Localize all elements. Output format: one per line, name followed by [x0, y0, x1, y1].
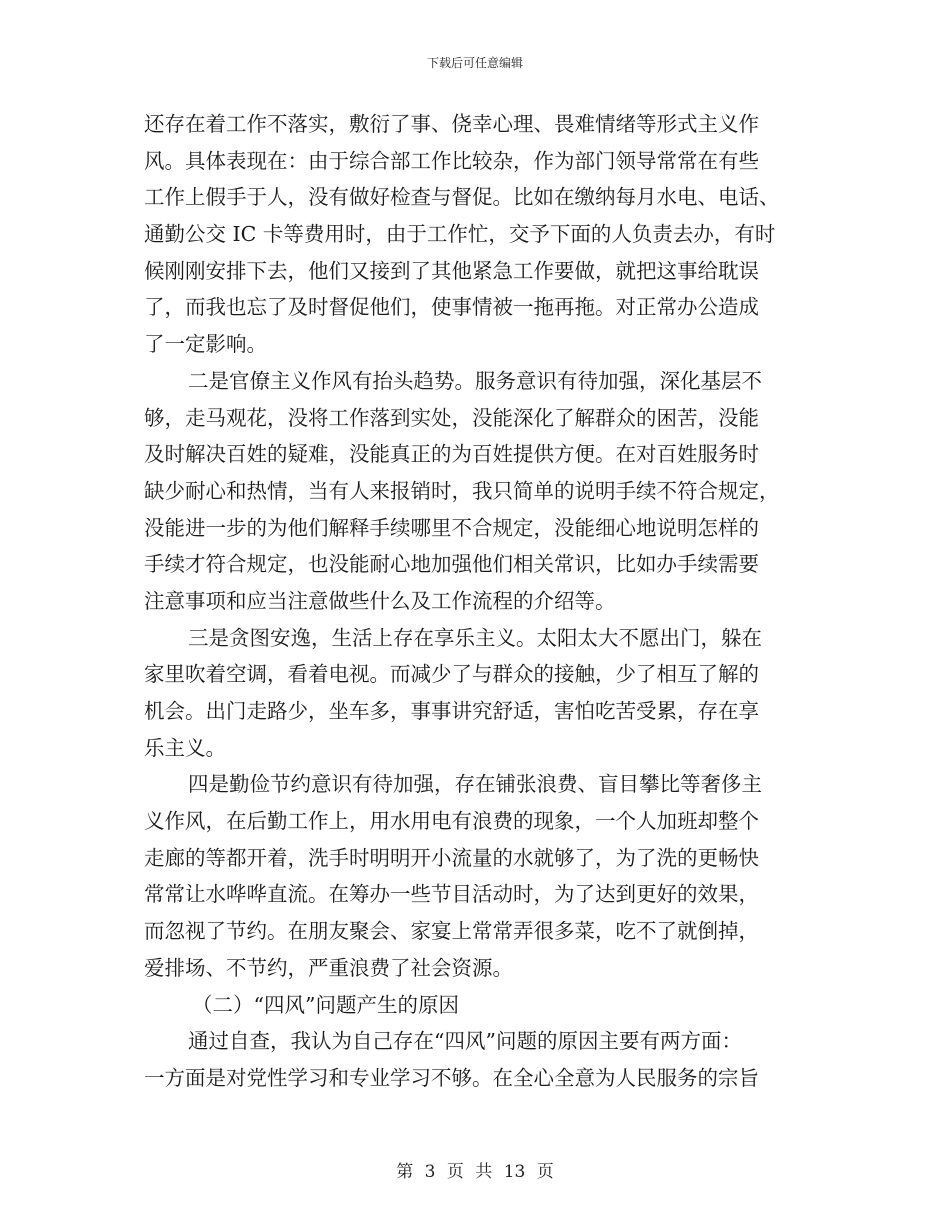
body-line-10: 及时解决百姓的疑难，没能真正的为百姓提供方便。在对百姓服务时 — [144, 442, 759, 467]
paragraph-2-start: 二是官僚主义作风有抬头趋势。服务意识有待加强，深化基层不 — [188, 368, 762, 393]
body-line-27: 一方面是对党性学习和专业学习不够。在全心全意为人民服务的宗旨 — [144, 1065, 759, 1090]
body-line-20: 义作风，在后勤工作上，用水用电有浪费的现象，一个人加班却整个 — [144, 809, 759, 834]
body-line-2: 风。具体表现在：由于综合部工作比较杂，作为部门领导常常在有些 — [144, 148, 759, 173]
paragraph-5-start: 通过自查，我认为自己存在“四风”问题的原因主要有两方面： — [188, 1029, 742, 1054]
page-footer: 第 3 页 共 13 页 — [396, 1162, 554, 1182]
body-line-3: 工作上假手于人，没有做好检查与督促。比如在缴纳每月水电、电话、 — [144, 185, 780, 210]
body-line-17: 机会。出门走路少，坐车多，事事讲究舒适，害怕吃苦受累，存在享 — [144, 699, 759, 723]
body-line-9: 够，走马观花，没将工作落到实处，没能深化了解群众的困苦，没能 — [144, 405, 759, 430]
document-body — [144, 106, 806, 1097]
body-line-12: 没能进一步的为他们解释手续哪里不合规定，没能细心地说明怎样的 — [144, 515, 759, 540]
body-line-1: 还存在着工作不落实，敷衍了事、侥幸心理、畏难情绪等形式主义作 — [144, 112, 759, 136]
body-line-24: 爱排场、不节约，严重浪费了社会资源。 — [144, 955, 513, 980]
body-line-18: 乐主义。 — [144, 735, 226, 760]
body-line-4: 通勤公交 IC 卡等费用时，由于工作忙，交予下面的人负责去办，有时 — [144, 222, 776, 247]
body-line-14: 注意事项和应当注意做些什么及工作流程的介绍等。 — [144, 588, 616, 613]
paragraph-4-start: 四是勤俭节约意识有待加强，存在铺张浪费、盲目攀比等奢侈主 — [188, 772, 762, 797]
body-line-7: 了一定影响。 — [144, 332, 267, 357]
body-line-22: 常常让水哗哗直流。在筹办一些节目活动时，为了达到更好的效果， — [144, 882, 759, 907]
body-line-6: 了，而我也忘了及时督促他们，使事情被一拖再拖。对正常办公造成 — [144, 295, 759, 320]
paragraph-3-start: 三是贪图安逸，生活上存在享乐主义。太阳太大不愿出门，躲在 — [188, 625, 762, 650]
page-header: 下载后可任意编辑 — [426, 56, 523, 70]
body-line-23: 而忽视了节约。在朋友聚会、家宴上常常弄很多菜，吃不了就倒掉， — [144, 919, 759, 944]
body-line-13: 手续才符合规定，也没能耐心地加强他们相关常识，比如办手续需要 — [144, 552, 759, 577]
body-line-5: 候刚刚安排下去，他们又接到了其他紧急工作要做，就把这事给耽误 — [144, 258, 759, 283]
body-line-11: 缺少耐心和热情，当有人来报销时，我只简单的说明手续不符合规定， — [144, 478, 780, 503]
section-heading: （二）“四风”问题产生的原因 — [192, 992, 459, 1017]
body-line-16: 家里吹着空调，看着电视。而减少了与群众的接触，少了相互了解的 — [144, 662, 759, 687]
body-line-21: 走廊的等都开着，洗手时明明开小流量的水就够了，为了洗的更畅快 — [144, 845, 759, 870]
